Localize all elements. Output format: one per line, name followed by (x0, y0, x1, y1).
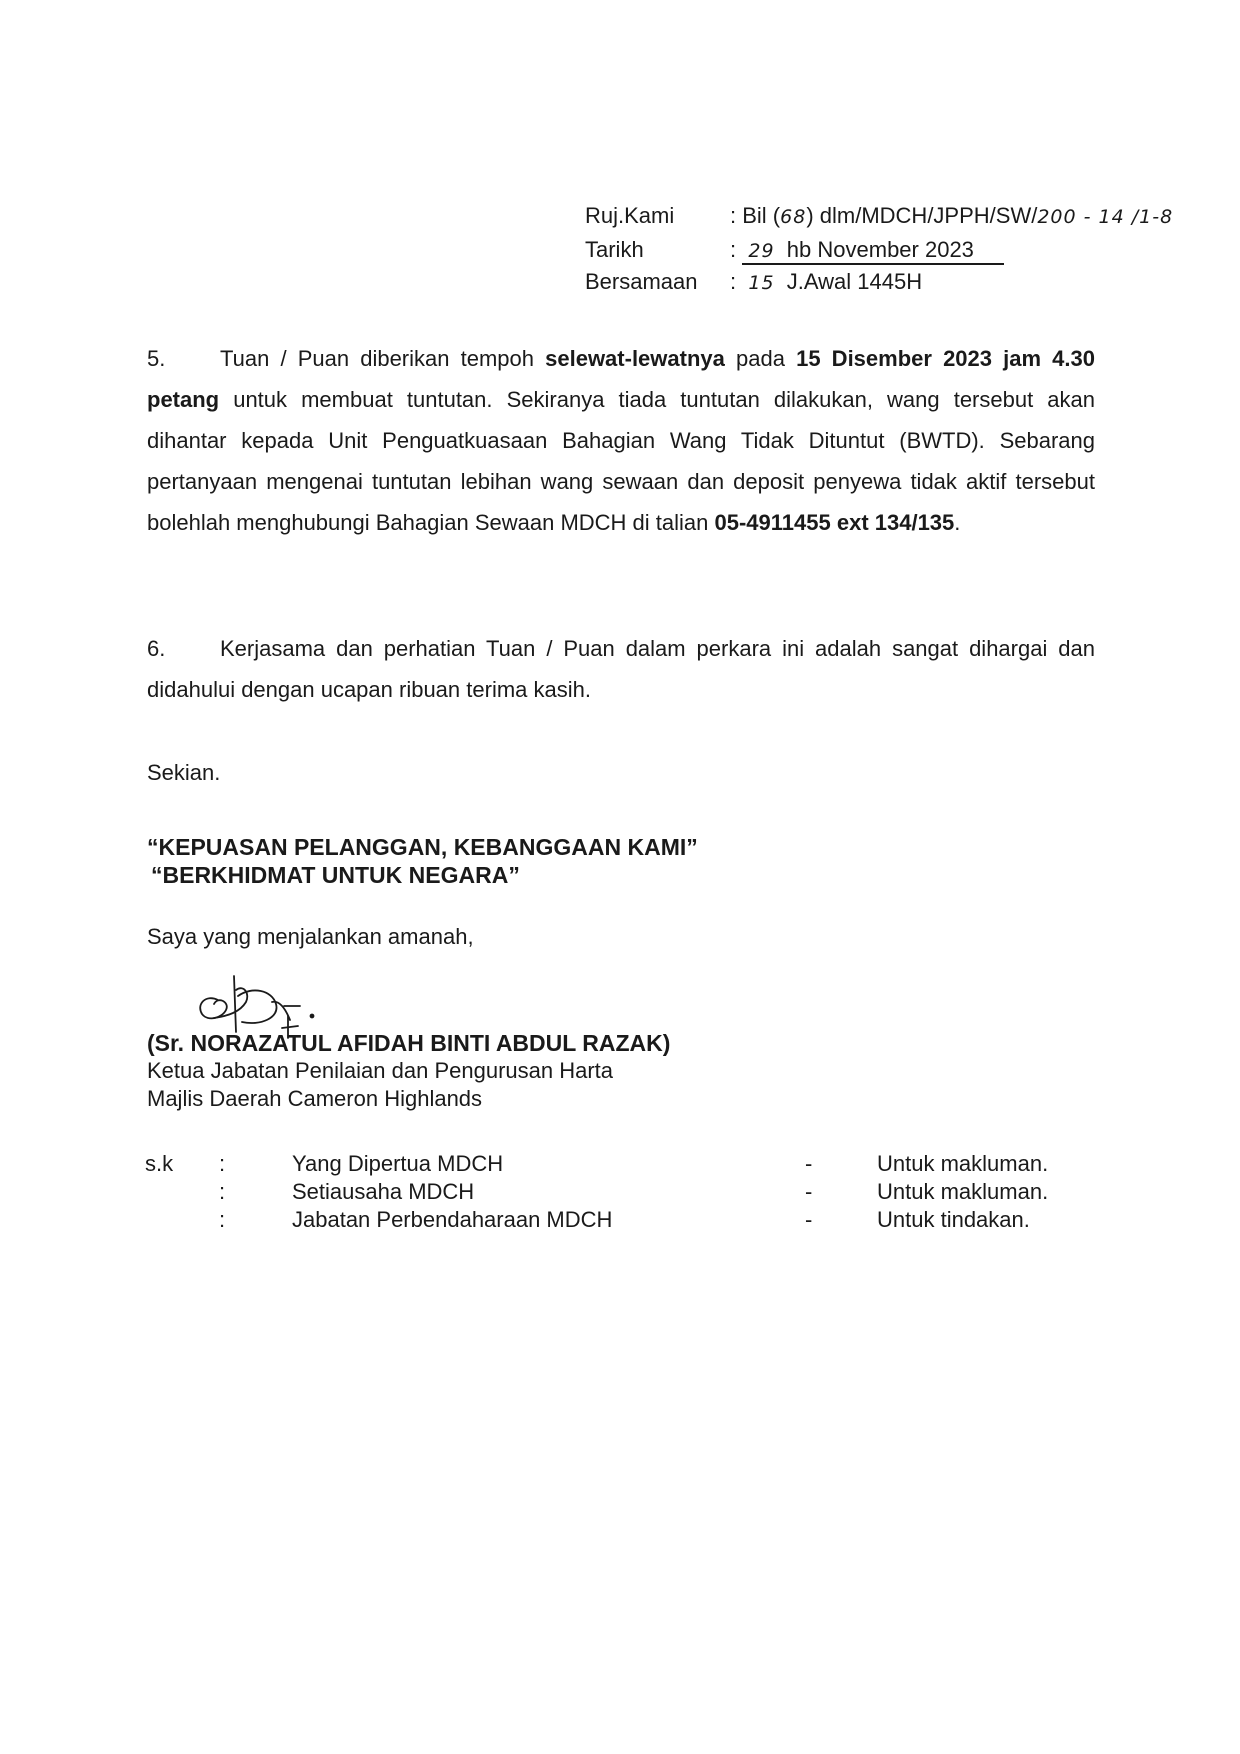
motto-line-1: “KEPUASAN PELANGGAN, KEBANGGAAN KAMI” (147, 834, 698, 860)
motto-line-2: “BERKHIDMAT UNTUK NEGARA” (151, 862, 520, 888)
para5-text-3: untuk membuat tuntutan. Sekiranya tiada tuntutan dilakukan, wang tersebut akan dihantar kepada Unit Penguatkuasaan Bahagian Wang Tidak Dituntut (BWTD). Sebarang pertanyaan mengenai tuntutan lebihan wang sewaan dan deposit penyewa tidak aktif tersebut bolehlah menghubungi Bahagian Sewaan MDCH di talian (147, 387, 1095, 535)
sk-label: s.k (145, 1151, 174, 1176)
sk-recipient-3: Jabatan Perbendaharaan MDCH (292, 1207, 613, 1232)
ruj-value (730, 200, 1173, 233)
paragraph-5 (147, 338, 1095, 543)
signatory-organisation: Majlis Daerah Cameron Highlands (147, 1086, 483, 1111)
para5-bold-deadline-date: 15 Disember 2023 jam 4.30 petang (147, 346, 1095, 412)
sk-action-3: Untuk tindakan. (877, 1207, 1030, 1232)
sk-action-2: Untuk makluman. (877, 1179, 1049, 1204)
signatory-title: Ketua Jabatan Penilaian dan Pengurusan Harta (147, 1058, 614, 1083)
paragraph-6-text: Kerjasama dan perhatian Tuan / Puan dalam perkara ini adalah sangat dihargai dan didahului dengan ucapan ribuan terima kasih. (147, 636, 1095, 702)
sk-recipient-2: Setiausaha MDCH (292, 1179, 475, 1204)
bersamaan-sep: : (730, 269, 737, 294)
sk-dash-2: - (805, 1179, 813, 1204)
tarikh-handwritten-day: 29 (748, 240, 775, 262)
para5-text-2: pada (724, 346, 797, 371)
ruj-sep: : (730, 203, 737, 228)
paragraph-5-number: 5. (147, 346, 166, 371)
sk-sep-1: : (219, 1151, 226, 1176)
bersamaan-label: Bersamaan (585, 269, 698, 294)
para5-text-1: Tuan / Puan diberikan tempoh (220, 346, 546, 371)
sk-recipient-1: Yang Dipertua MDCH (292, 1151, 504, 1176)
sk-sep-3: : (219, 1207, 226, 1232)
ruj-handwritten-suffix: 200 - 14 /1-8 (1037, 206, 1174, 228)
closing-sekian: Sekian. (147, 760, 221, 785)
para5-text-4: . (954, 510, 961, 535)
bersamaan-handwritten-day: 15 (748, 272, 775, 294)
para5-bold-deadline-word: selewat-lewatnya (545, 346, 725, 371)
tarikh-text: hb November 2023 (786, 237, 974, 262)
sk-action-1: Untuk makluman. (877, 1151, 1049, 1176)
bersamaan-value (730, 266, 922, 299)
bersamaan-text: J.Awal 1445H (786, 269, 923, 294)
tarikh-value (730, 234, 1004, 267)
ruj-prefix: Bil ( (742, 203, 781, 228)
tarikh-sep: : (730, 237, 737, 262)
sk-sep-2: : (219, 1179, 226, 1204)
paragraph-6-number: 6. (147, 636, 166, 661)
tarikh-underlined (742, 237, 1004, 265)
ruj-label: Ruj.Kami (585, 203, 675, 228)
ruj-middle: ) dlm/MDCH/JPPH/SW/ (806, 203, 1038, 228)
sk-dash-3: - (805, 1207, 813, 1232)
sk-dash-1: - (805, 1151, 813, 1176)
signatory-name: (Sr. NORAZATUL AFIDAH BINTI ABDUL RAZAK) (147, 1030, 671, 1056)
ruj-handwritten-number: 68 (780, 206, 807, 228)
tarikh-label: Tarikh (585, 237, 644, 262)
paragraph-6 (147, 628, 1095, 710)
closing-amanah: Saya yang menjalankan amanah, (147, 924, 474, 949)
para5-bold-phone: 05-4911455 ext 134/135 (714, 510, 955, 535)
